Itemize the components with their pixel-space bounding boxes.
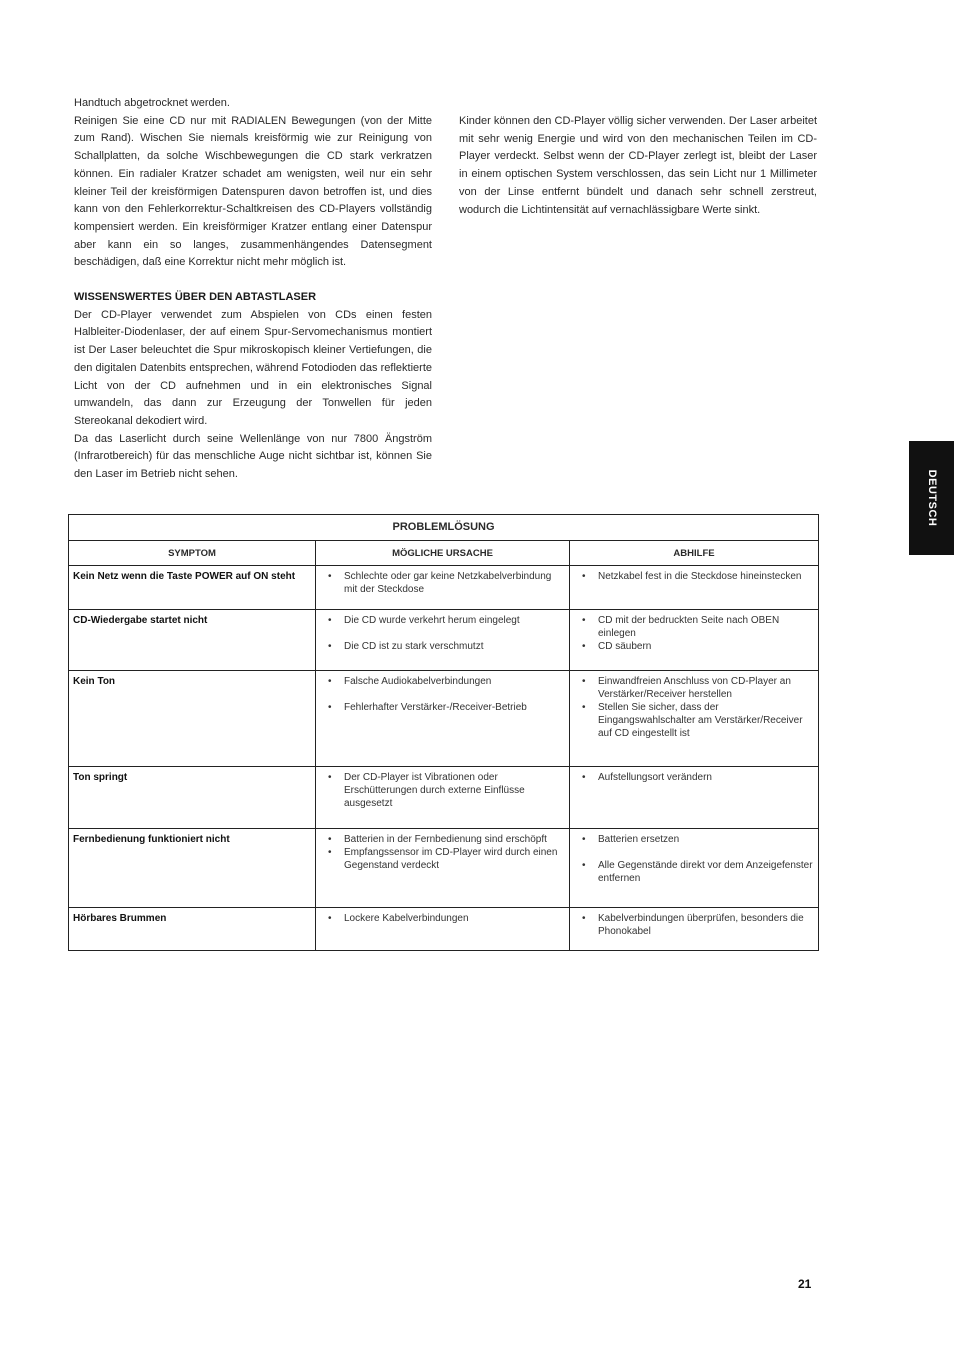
table-row xyxy=(69,829,819,908)
cause-cell xyxy=(316,566,570,610)
remedy-item: • Kabelverbindungen überprüfen, besonders die Phonokabel xyxy=(574,912,814,938)
table-row xyxy=(69,671,819,767)
table-title: PROBLEMLÖSUNG xyxy=(69,515,819,541)
cause-cell xyxy=(316,767,570,829)
symptom-cell: Fernbedienung funktioniert nicht xyxy=(69,829,316,908)
remedy-item: • Netzkabel fest in die Steckdose hineinstecken xyxy=(574,570,814,583)
remedy-cell xyxy=(570,829,819,908)
cause-item: • Die CD wurde verkehrt herum eingelegt xyxy=(320,614,565,627)
remedy-item: • Batterien ersetzen xyxy=(574,833,814,846)
column-header-cause: MÖGLICHE URSACHE xyxy=(316,541,570,566)
symptom-cell: Ton springt xyxy=(69,767,316,829)
remedy-cell xyxy=(570,908,819,951)
paragraph: Reinigen Sie eine CD nur mit RADIALEN Bewegungen (von der Mitte zum Rand). Wischen Sie niemals kreisförmig wie zur Reinigung von Schallplatten, da solche Wischbewegungen die CD stark verkratzen können. Ein radialer Kratzer schadet am wenigsten, weil nur ein sehr kleiner Teil der kreisförmigen Datenspuren davon betroffen ist, und dies kann von den Fehlerkorrektur-Schaltkreisen des CD-Players vollständig kompensiert werden. Ein kreisförmiger Kratzer entlang einer Datenspur aber kann ein so langes, zusammenhängendes Datensegment beschädigen, daß eine Korrektur nicht mehr möglich ist. xyxy=(74,114,432,269)
cause-item: • Schlechte oder gar keine Netzkabelverbindung mit der Steckdose xyxy=(320,570,565,596)
language-tab-label: DEUTSCH xyxy=(925,469,938,527)
cause-cell xyxy=(316,908,570,951)
remedy-item: • Alle Gegenstände direkt vor dem Anzeigefenster entfernen xyxy=(574,859,814,885)
remedy-cell xyxy=(570,767,819,829)
section-heading: WISSENSWERTES ÜBER DEN ABTASTLASER xyxy=(74,291,317,304)
table-row xyxy=(69,767,819,829)
symptom-cell: Kein Ton xyxy=(69,671,316,767)
symptom-cell: CD-Wiedergabe startet nicht xyxy=(69,610,316,671)
cause-item: • Batterien in der Fernbedienung sind erschöpft xyxy=(320,833,565,846)
table-row xyxy=(69,566,819,610)
cause-item: • Fehlerhafter Verstärker-/Receiver-Betrieb xyxy=(320,701,565,714)
table-row xyxy=(69,908,819,951)
remedy-cell xyxy=(570,566,819,610)
column-header-symptom: SYMPTOM xyxy=(69,541,316,566)
remedy-item: • Stellen Sie sicher, dass der Eingangswahlschalter am Verstärker/Receiver auf CD eingestellt ist xyxy=(574,701,814,740)
paragraph: Da das Laserlicht durch seine Wellenlänge von nur 7800 Ängström (Infrarotbereich) für das menschliche Auge nicht sichtbar ist, können Sie den Laser im Betrieb nicht sehen. xyxy=(74,432,432,481)
paragraph: Kinder können den CD-Player völlig sicher verwenden. Der Laser arbeitet mit sehr wenig Energie und wird von den mechanischen Teilen im CD-Player verdeckt. Selbst wenn der CD-Player zerlegt ist, bleibt der Laser in einem optischen System verschlossen, das sein Licht nur 1 Millimeter von der Linse entfernt bündelt und danach sehr schnell zerstreut, wodurch die Lichtintensität auf vernachlässigbare Werte sinkt. xyxy=(459,115,817,216)
cause-item: • Falsche Audiokabelverbindungen xyxy=(320,675,565,688)
remedy-item: • CD mit der bedruckten Seite nach OBEN einlegen xyxy=(574,614,814,640)
remedy-cell xyxy=(570,610,819,671)
cause-cell xyxy=(316,610,570,671)
remedy-item: • Aufstellungsort verändern xyxy=(574,771,814,784)
cause-cell xyxy=(316,671,570,767)
cause-cell xyxy=(316,829,570,908)
paragraph: Der CD-Player verwendet zum Abspielen von CDs einen festen Halbleiter-Diodenlaser, der auf einem Spur-Servomechanismus montiert ist Der Laser beleuchtet die Spur mikroskopisch kleiner Vertiefungen, die den digitalen Datenbits entsprechen, während Fotodioden das reflektierte Licht von der CD aufnehmen und in ein elektronisches Signal umwandeln, das dann zur Erzeugung der Tonwellen für jeden Stereokanal dekodiert wird. xyxy=(74,308,432,427)
cause-item: • Lockere Kabelverbindungen xyxy=(320,912,565,925)
paragraph: Handtuch abgetrocknet werden. xyxy=(74,97,230,109)
cause-item: • Der CD-Player ist Vibrationen oder Erschütterungen durch externe Einflüsse ausgesetzt xyxy=(320,771,565,810)
column-header-remedy: ABHILFE xyxy=(570,541,819,566)
remedy-item: • Einwandfreien Anschluss von CD-Player an Verstärker/Receiver herstellen xyxy=(574,675,814,701)
remedy-cell xyxy=(570,671,819,767)
symptom-cell: Hörbares Brummen xyxy=(69,908,316,951)
troubleshooting-table xyxy=(68,514,819,951)
table-row xyxy=(69,610,819,671)
cause-item: • Empfangssensor im CD-Player wird durch einen Gegenstand verdeckt xyxy=(320,846,565,872)
cause-item: • Die CD ist zu stark verschmutzt xyxy=(320,640,565,653)
left-text-column xyxy=(74,95,432,484)
remedy-item: • CD säubern xyxy=(574,640,814,653)
page-number: 21 xyxy=(798,1277,812,1291)
symptom-cell: Kein Netz wenn die Taste POWER auf ON steht xyxy=(69,566,316,610)
right-text-column xyxy=(459,113,817,219)
language-tab xyxy=(909,441,954,555)
